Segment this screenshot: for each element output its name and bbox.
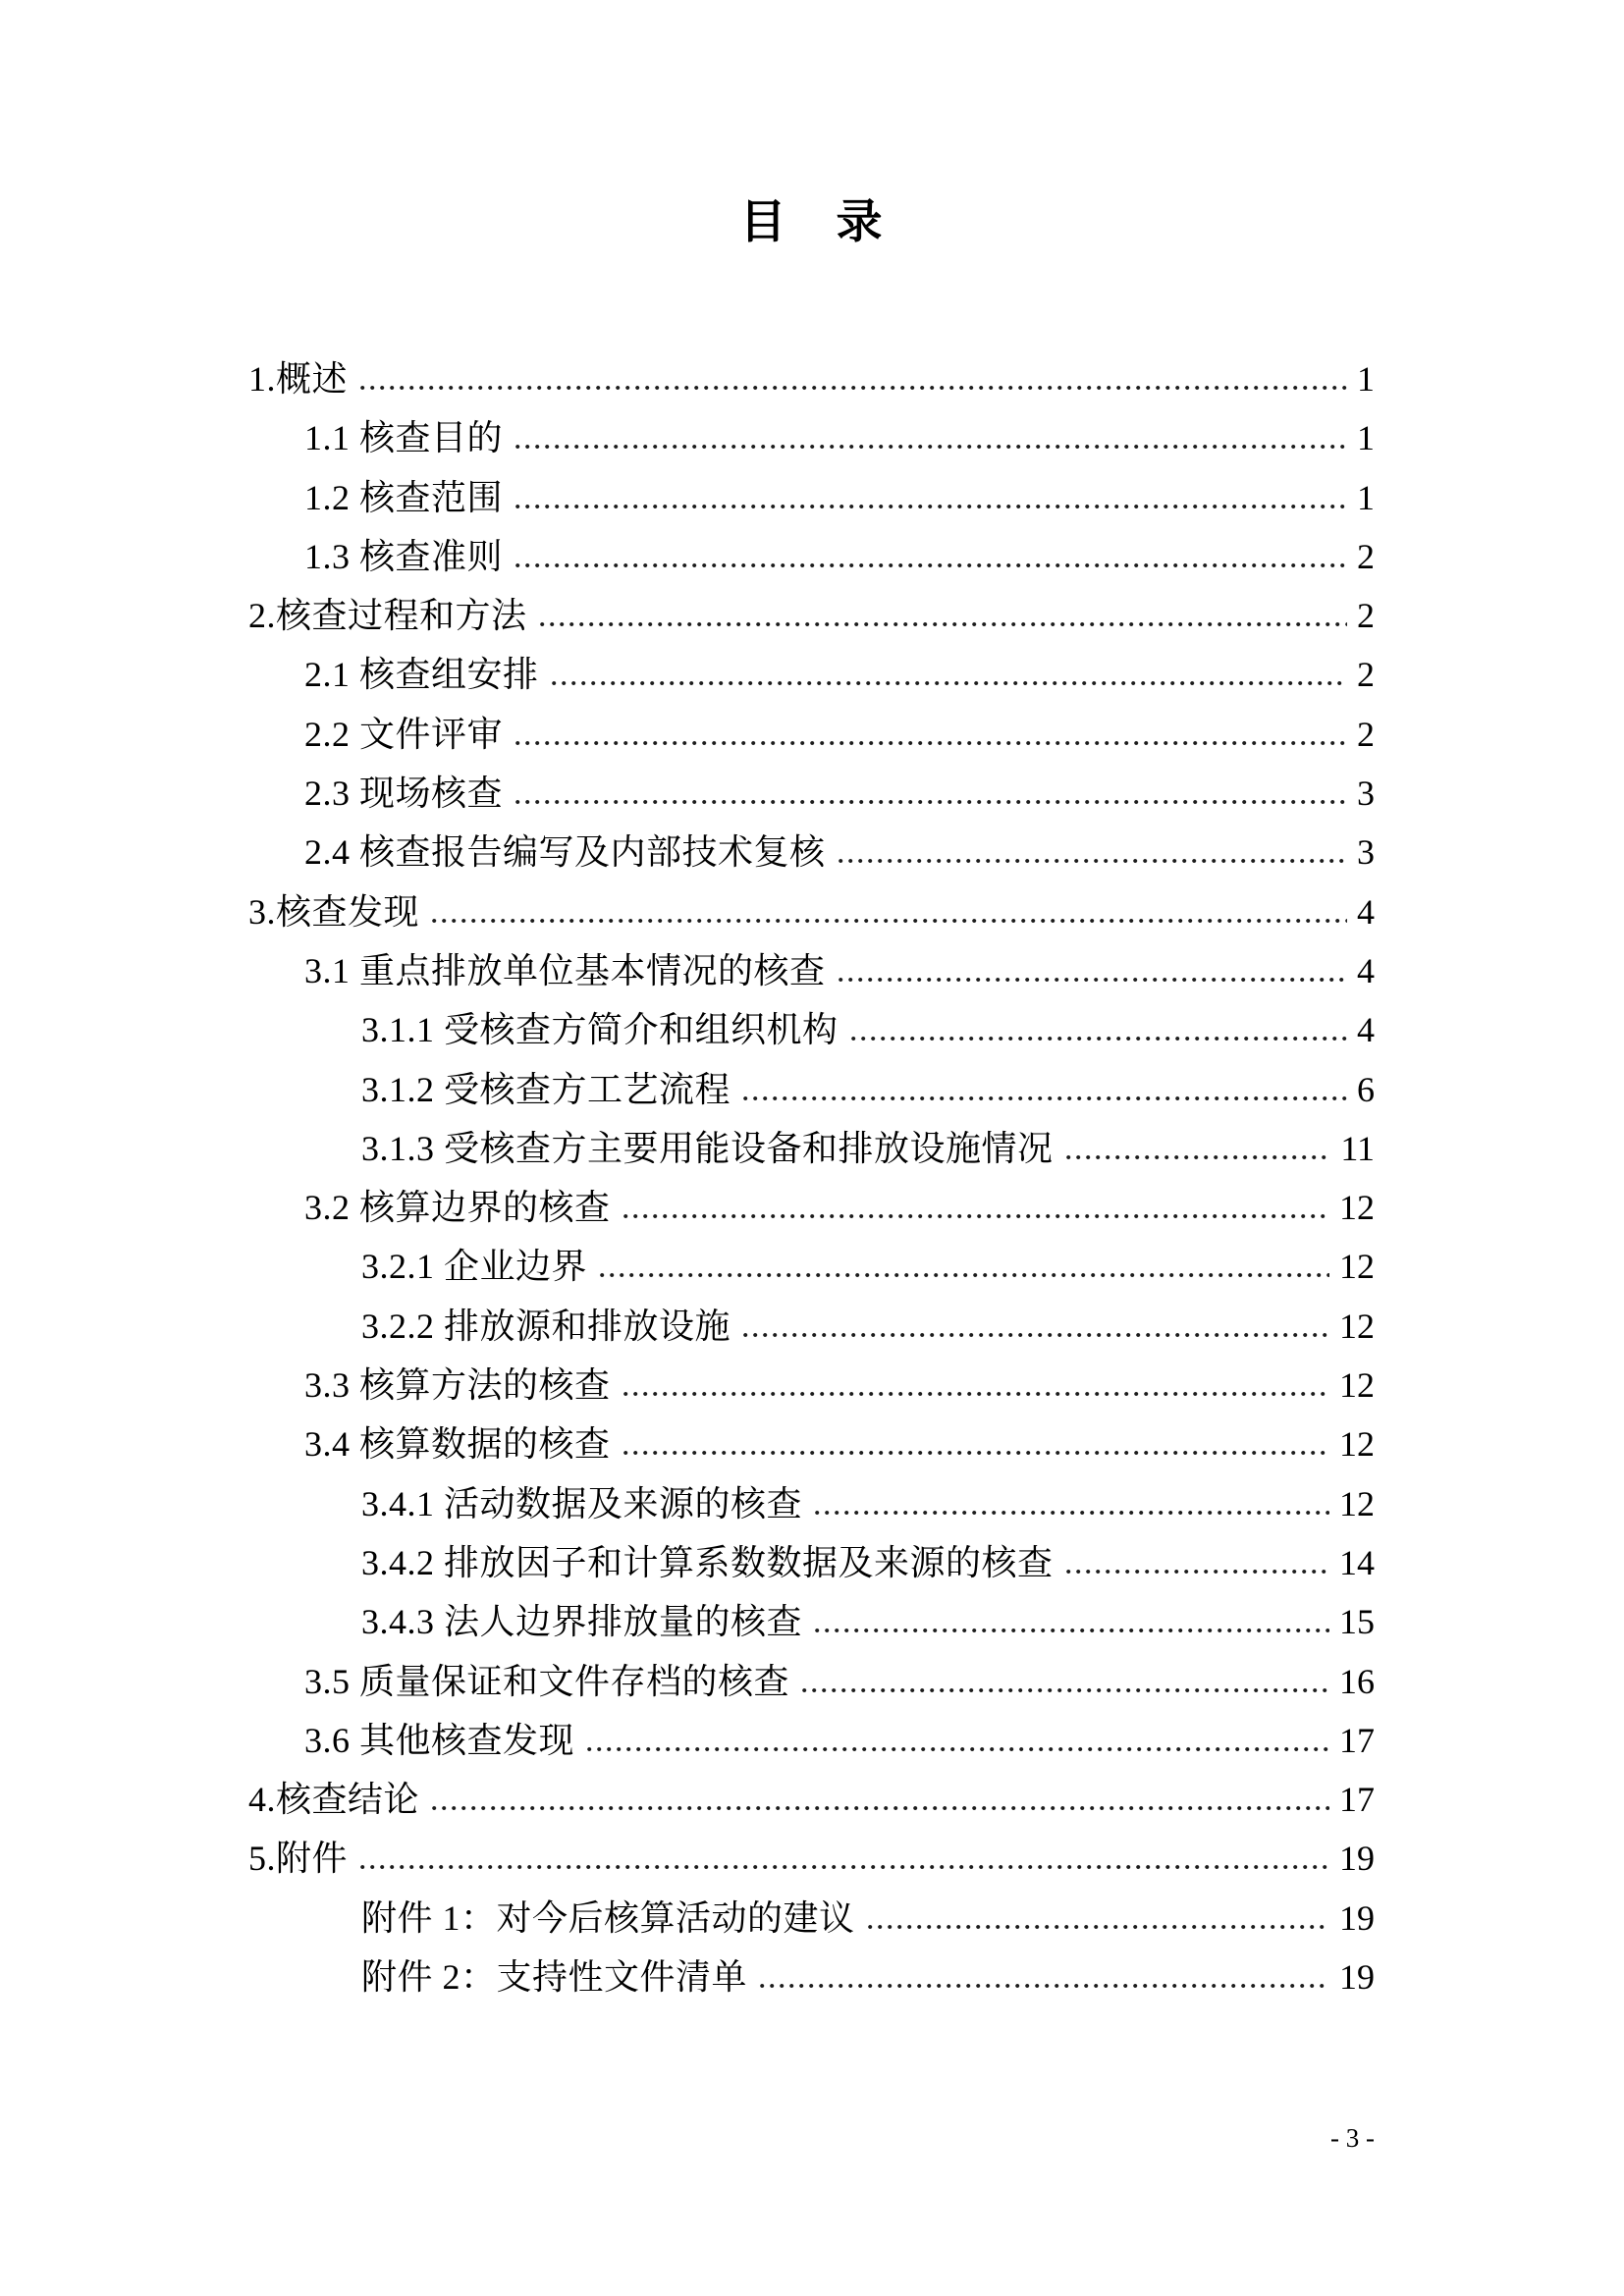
toc-leader-dots — [815, 1628, 1329, 1633]
toc-entry-text: 3.4.2 排放因子和计算系数数据及来源的核查 — [361, 1542, 1054, 1582]
toc-entry-page: 17 — [1339, 1780, 1375, 1820]
toc-entry-text: 3.1.3 受核查方主要用能设备和排放设施情况 — [361, 1128, 1054, 1168]
toc-entry[interactable] — [248, 586, 1375, 645]
toc-entry-text: 3.1 重点排放单位基本情况的核查 — [304, 950, 826, 990]
toc-entry[interactable] — [248, 823, 1375, 881]
toc-entry[interactable] — [248, 408, 1375, 467]
toc-entry-page: 12 — [1339, 1424, 1375, 1465]
toc-leader-dots — [839, 977, 1347, 983]
toc-leader-dots — [623, 1213, 1329, 1219]
toc-leader-dots — [515, 444, 1347, 450]
toc-entry[interactable] — [248, 882, 1375, 941]
toc-entry[interactable] — [248, 1592, 1375, 1651]
toc-entry-text: 4.核查结论 — [248, 1780, 420, 1820]
toc-entry-page: 19 — [1339, 1839, 1375, 1879]
toc-entry-text: 附件 1：对今后核算活动的建议 — [361, 1897, 855, 1938]
toc-entry[interactable] — [248, 1356, 1375, 1415]
toc-entry[interactable] — [248, 527, 1375, 586]
toc-entry-text: 3.5 质量保证和文件存档的核查 — [304, 1661, 790, 1701]
toc-entry[interactable] — [248, 1474, 1375, 1533]
toc-entry-text: 1.3 核查准则 — [304, 536, 504, 576]
toc-entry-page: 17 — [1339, 1720, 1375, 1760]
toc-entry-page: 1 — [1357, 359, 1375, 399]
toc-entry-page: 19 — [1339, 1897, 1375, 1938]
toc-leader-dots — [743, 1332, 1329, 1338]
toc-leader-dots — [600, 1272, 1329, 1278]
toc-entry-page: 1 — [1357, 418, 1375, 458]
toc-entry-page: 1 — [1357, 477, 1375, 517]
page-number-footer: - 3 - — [1330, 2123, 1375, 2153]
toc-entry-page: 12 — [1339, 1247, 1375, 1287]
toc-entry[interactable] — [248, 1237, 1375, 1296]
toc-entry[interactable] — [248, 764, 1375, 823]
toc-entry[interactable] — [248, 1415, 1375, 1473]
toc-entry-text: 3.核查发现 — [248, 891, 420, 932]
toc-leader-dots — [360, 385, 1347, 391]
toc-entry-text: 5.附件 — [248, 1839, 349, 1879]
toc-entry-text: 3.6 其他核查发现 — [304, 1720, 575, 1760]
toc-leader-dots — [432, 1805, 1329, 1811]
toc-leader-dots — [540, 621, 1347, 627]
toc-entry-page: 3 — [1357, 774, 1375, 814]
toc-entry-page: 12 — [1339, 1365, 1375, 1406]
toc-entry-text: 3.4 核算数据的核查 — [304, 1424, 611, 1465]
toc-entry-page: 15 — [1339, 1602, 1375, 1642]
toc-leader-dots — [851, 1036, 1347, 1041]
toc-leader-dots — [623, 1391, 1329, 1397]
toc-leader-dots — [552, 680, 1347, 686]
toc-entry[interactable] — [248, 1889, 1375, 1948]
toc-entry-page: 3 — [1357, 832, 1375, 873]
toc-entry-page: 4 — [1357, 950, 1375, 990]
toc-leader-dots — [587, 1746, 1329, 1752]
toc-leader-dots — [1066, 1569, 1329, 1575]
toc-entry-text: 1.2 核查范围 — [304, 477, 504, 517]
toc-entry-text: 3.1.1 受核查方简介和组织机构 — [361, 1010, 839, 1050]
toc-entry-page: 2 — [1357, 596, 1375, 636]
toc-entry-text: 3.4.1 活动数据及来源的核查 — [361, 1483, 803, 1523]
toc-entry-page: 4 — [1357, 1010, 1375, 1050]
toc-leader-dots — [760, 1983, 1329, 1989]
toc-entry-page: 16 — [1339, 1661, 1375, 1701]
toc-entry[interactable] — [248, 1711, 1375, 1770]
toc-entry[interactable] — [248, 1770, 1375, 1829]
toc-entry[interactable] — [248, 1000, 1375, 1059]
toc-entry-text: 2.1 核查组安排 — [304, 655, 539, 695]
toc-leader-dots — [839, 858, 1347, 864]
page-title: 目 录 — [739, 197, 885, 248]
toc-leader-dots — [802, 1687, 1329, 1693]
toc-entry[interactable] — [248, 705, 1375, 764]
toc-leader-dots — [623, 1450, 1329, 1456]
toc-entry[interactable] — [248, 1178, 1375, 1237]
toc-entry[interactable] — [248, 349, 1375, 408]
toc-entry-text: 附件 2：支持性文件清单 — [361, 1957, 748, 1998]
toc-leader-dots — [743, 1095, 1347, 1101]
toc-entry-text: 2.2 文件评审 — [304, 714, 504, 754]
toc-entry-text: 1.1 核查目的 — [304, 418, 504, 458]
toc-leader-dots — [515, 799, 1347, 805]
toc-entry-page: 6 — [1357, 1069, 1375, 1109]
toc-entry-text: 3.1.2 受核查方工艺流程 — [361, 1069, 731, 1109]
toc-entry-text: 2.4 核查报告编写及内部技术复核 — [304, 832, 826, 873]
toc-entry[interactable] — [248, 1119, 1375, 1178]
toc-leader-dots — [815, 1510, 1329, 1516]
toc-entry-text: 3.2.2 排放源和排放设施 — [361, 1306, 731, 1346]
toc-entry[interactable] — [248, 1533, 1375, 1592]
toc-entry-text: 3.2.1 企业边界 — [361, 1247, 588, 1287]
toc-leader-dots — [432, 918, 1347, 924]
toc-entry-page: 2 — [1357, 655, 1375, 695]
toc-entry-page: 2 — [1357, 536, 1375, 576]
toc-entry-text: 1.概述 — [248, 359, 349, 399]
toc-leader-dots — [1066, 1154, 1331, 1160]
toc-leader-dots — [515, 562, 1347, 568]
toc-leader-dots — [515, 504, 1347, 509]
toc-entry[interactable] — [248, 941, 1375, 1000]
toc-entry-text: 2.核查过程和方法 — [248, 596, 527, 636]
toc-entry-page: 2 — [1357, 714, 1375, 754]
toc-leader-dots — [360, 1864, 1329, 1870]
toc-entry-page: 14 — [1339, 1542, 1375, 1582]
toc-entry-page: 12 — [1339, 1483, 1375, 1523]
toc-leader-dots — [868, 1924, 1329, 1930]
toc-entry-text: 3.2 核算边界的核查 — [304, 1188, 611, 1228]
toc-leader-dots — [515, 740, 1347, 746]
toc-entry-page: 4 — [1357, 891, 1375, 932]
toc-entry[interactable] — [248, 1652, 1375, 1711]
toc-entry-page: 12 — [1339, 1188, 1375, 1228]
toc-entry-text: 3.4.3 法人边界排放量的核查 — [361, 1602, 803, 1642]
toc-entry[interactable] — [248, 468, 1375, 527]
table-of-contents — [248, 349, 1375, 2006]
toc-entry[interactable] — [248, 1297, 1375, 1356]
toc-entry[interactable] — [248, 1060, 1375, 1119]
toc-entry-text: 2.3 现场核查 — [304, 774, 504, 814]
toc-entry[interactable] — [248, 1829, 1375, 1888]
toc-entry-page: 11 — [1340, 1128, 1375, 1168]
toc-entry[interactable] — [248, 1948, 1375, 2006]
toc-entry-page: 12 — [1339, 1306, 1375, 1346]
toc-entry[interactable] — [248, 645, 1375, 704]
toc-entry-text: 3.3 核算方法的核查 — [304, 1365, 611, 1406]
toc-entry-page: 19 — [1339, 1957, 1375, 1998]
